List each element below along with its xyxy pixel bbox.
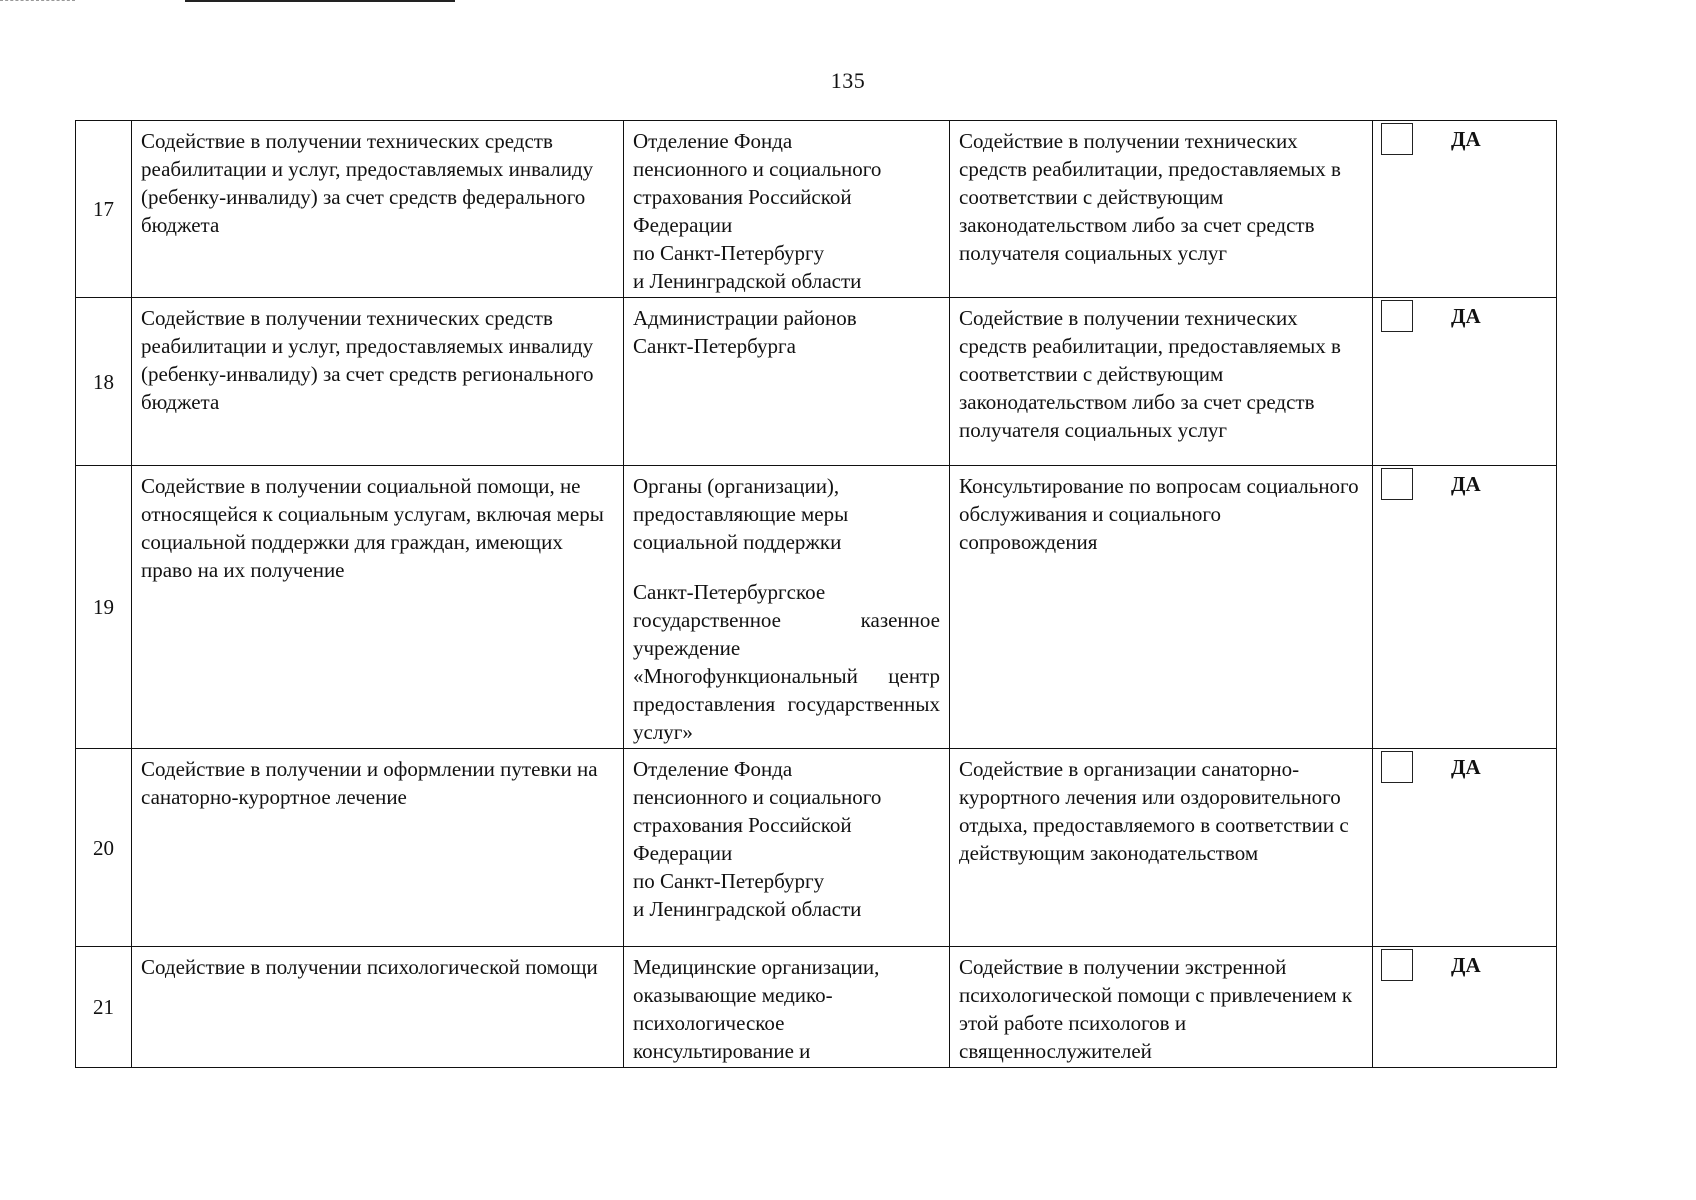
answer-label: ДА	[1451, 127, 1481, 151]
checkbox[interactable]	[1381, 751, 1413, 783]
table-row	[76, 947, 1557, 1068]
responsible-organization	[624, 466, 950, 749]
answer-cell	[1373, 298, 1557, 466]
service-name: Содействие в получении технических средств реабилитации и услуг, предоставляемых инвалиду (ребенку-инвалиду) за счет средств федерального бюджета	[132, 121, 624, 298]
responsible-organization	[624, 121, 950, 298]
organization-text: Отделение Фонда пенсионного и социального страхования Российской Федерации по Санкт-Петербургу и Ленинградской области	[633, 757, 882, 921]
responsible-organization	[624, 749, 950, 947]
row-number: 21	[76, 947, 132, 1068]
row-number: 19	[76, 466, 132, 749]
table-row	[76, 749, 1557, 947]
organization-text: Медицинские организации, оказывающие медико- психологическое консультирование и	[633, 955, 880, 1063]
row-number: 17	[76, 121, 132, 298]
organization-text: Отделение Фонда пенсионного и социального страхования Российской Федерации по Санкт-Петербургу и Ленинградской области	[633, 129, 882, 293]
service-name: Содействие в получении технических средств реабилитации и услуг, предоставляемых инвалиду (ребенку-инвалиду) за счет средств регионального бюджета	[132, 298, 624, 466]
checkbox[interactable]	[1381, 300, 1413, 332]
service-content: Содействие в организации санаторно-курортного лечения или оздоровительного отдыха, предоставляемого в соответствии с действующим законодательством	[950, 749, 1373, 947]
responsible-organization	[624, 947, 950, 1068]
organization-text: Санкт-Петербургское государственное казенное учреждение «Многофункциональный центр предоставления государственных услуг»	[633, 580, 940, 744]
row-number: 18	[76, 298, 132, 466]
scan-edge-mark	[0, 0, 75, 2]
answer-cell	[1373, 749, 1557, 947]
checkbox[interactable]	[1381, 949, 1413, 981]
answer-cell	[1373, 466, 1557, 749]
service-content: Консультирование по вопросам социального обслуживания и социального сопровождения	[950, 466, 1373, 749]
organization-text: Администрации районов Санкт-Петербурга	[633, 306, 857, 358]
service-name: Содействие в получении и оформлении путевки на санаторно-курортное лечение	[132, 749, 624, 947]
service-name: Содействие в получении социальной помощи, не относящейся к социальным услугам, включая меры социальной поддержки для граждан, имеющих право на их получение	[132, 466, 624, 749]
answer-label: ДА	[1451, 472, 1481, 496]
service-content: Содействие в получении технических средств реабилитации, предоставляемых в соответствии с действующим законодательством либо за счет средств получателя социальных услуг	[950, 121, 1373, 298]
service-content: Содействие в получении экстренной психологической помощи с привлечением к этой работе психологов и священнослужителей	[950, 947, 1373, 1068]
services-table	[75, 120, 1557, 1068]
page-number: 135	[830, 68, 866, 93]
row-number: 20	[76, 749, 132, 947]
service-content: Содействие в получении технических средств реабилитации, предоставляемых в соответствии с действующим законодательством либо за счет средств получателя социальных услуг	[950, 298, 1373, 466]
checkbox[interactable]	[1381, 123, 1413, 155]
organization-text: Органы (организации), предоставляющие меры социальной поддержки	[633, 474, 849, 554]
scan-top-rule	[185, 0, 455, 2]
checkbox[interactable]	[1381, 468, 1413, 500]
answer-cell	[1373, 947, 1557, 1068]
table-row	[76, 466, 1557, 749]
table-row	[76, 298, 1557, 466]
answer-label: ДА	[1451, 304, 1481, 328]
answer-label: ДА	[1451, 953, 1481, 977]
answer-cell	[1373, 121, 1557, 298]
service-name: Содействие в получении психологической помощи	[132, 947, 624, 1068]
responsible-organization	[624, 298, 950, 466]
answer-label: ДА	[1451, 755, 1481, 779]
table-row	[76, 121, 1557, 298]
